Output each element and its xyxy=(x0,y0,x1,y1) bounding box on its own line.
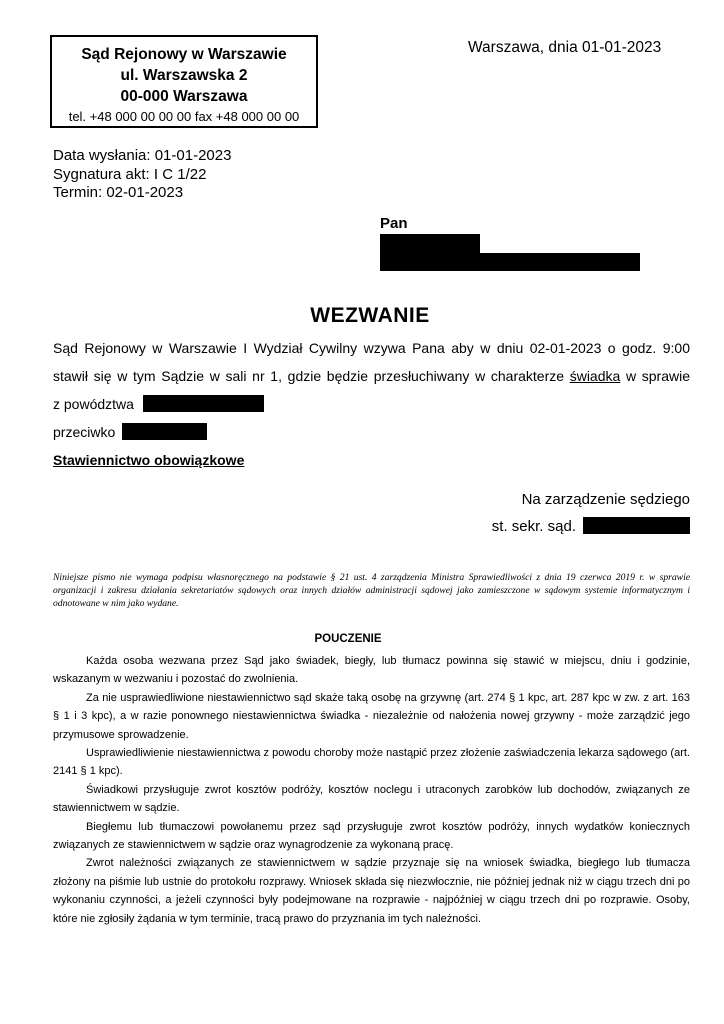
sender-city: 00-000 Warszawa xyxy=(120,88,248,105)
document-title: WEZWANIE xyxy=(310,304,430,327)
document-meta xyxy=(53,147,231,203)
redacted-clerk-signature xyxy=(583,517,690,534)
instruction-paragraph: Biegłemu lub tłumaczowi powołanemu przez sąd przysługuje zwrot kosztów podróży, innych wydatków koniecznych związanych ze stawiennictwem w sądzie oraz wynagrodzenie za wykonaną pracę. xyxy=(53,820,690,852)
clerk-line xyxy=(53,513,690,540)
mandatory-attendance-notice: Stawiennictwo obowiązkowe xyxy=(53,452,245,468)
sender-phone-fax: tel. +48 000 00 00 00 fax +48 000 00 00 xyxy=(68,109,300,124)
instruction-paragraph: Świadkowi przysługuje zwrot kosztów podróży, kosztów noclegu i utraconych zarobków lub dochodów, związanych ze stawiennictwem w sądzie. xyxy=(53,783,690,815)
summons-line-1: Sąd Rejonowy w Warszawie I Wydział Cywilny wzywa Pana aby w dniu 02-01-2023 o godz. 9:00 xyxy=(53,340,690,356)
plaintiff-line xyxy=(53,390,690,418)
redacted-addressee-name xyxy=(380,234,480,253)
instruction-section xyxy=(53,652,690,928)
instruction-paragraph: Usprawiedliwienie niestawiennictwa z powodu choroby może nastąpić przez złożenie zaświadczenia lekarza sądowego (art. 2141 § 1 kpc). xyxy=(53,747,690,778)
place-and-date: Warszawa, dnia 01-01-2023 xyxy=(468,39,662,56)
addressee-block xyxy=(380,215,640,271)
witness-underlined-word: świadka xyxy=(569,368,621,384)
addressee-salutation: Pan xyxy=(380,215,408,232)
plaintiff-label: z powództwa xyxy=(53,396,134,412)
instruction-paragraph: Zwrot należności związanych ze stawiennictwem w sądzie przyznaje się na wniosek świadka, biegłego lub tłumacza złożony na piśmie lub ustnie do protokołu rozprawy. Wniosek składa się niezwłocznie, nie później jednak niż w ciągu trzech dni po wykonaniu czynności, a jeżeli czynności były podejmowane na rozprawie - najpóźniej w ciągu trzech dni po rozprawie. Osoby, które nie zgłosiły żądania w tym terminie, tracą prawo do przyznania im tych należności. xyxy=(53,857,690,925)
instruction-heading: POUCZENIE xyxy=(314,633,382,645)
instruction-paragraph: Każda osoba wezwana przez Sąd jako świadek, biegły, lub tłumacz powinna się stawić w miejscu, dniu i godzinie, wskazanym w wezwaniu i pozostać do zwolnienia. xyxy=(53,655,690,686)
summons-line-2-post: w sprawie xyxy=(625,368,690,384)
by-order-note: Na zarządzenie sędziego xyxy=(521,491,690,508)
defendant-line xyxy=(53,418,690,446)
defendant-label: przeciwko xyxy=(53,424,116,440)
meta-case-number: Sygnatura akt: I C 1/22 xyxy=(53,165,207,183)
instruction-paragraph: Za nie usprawiedliwione niestawiennictwo sąd skaże taką osobę na grzywnę (art. 274 § 1 kpc, art. 287 kpc w zw. z art. 163 § 1 i 3 kpc), a w razie ponownego niestawiennictwa świadka - niezależnie od nałożenia nowej grzywny - może zarządzić jego przymusowe sprowadzenie. xyxy=(53,691,690,741)
clerk-label: st. sekr. sąd. xyxy=(491,518,576,535)
legal-disclaimer: Niniejsze pismo nie wymaga podpisu własnoręcznego na podstawie § 21 ust. 4 zarządzenia Ministra Sprawiedliwości z dnia 19 czerwca 2019 r. w sprawie organizacji i zakresu działania sekretariatów sądowych oraz innych działów administracji sądowej jako zamieszczone w sądowym systemie informatycznym i odnotowane w nim jako wydane. xyxy=(53,572,690,609)
redacted-addressee-address xyxy=(380,253,640,271)
meta-sent-date: Data wysłania: 01-01-2023 xyxy=(53,147,232,164)
redacted-defendant-name xyxy=(122,423,207,440)
signature-block xyxy=(53,486,690,540)
sender-court-name: Sąd Rejonowy w Warszawie xyxy=(81,46,287,63)
sender-address-box xyxy=(50,35,318,128)
summons-line-2 xyxy=(53,362,690,390)
redacted-plaintiff-name xyxy=(143,395,264,412)
sender-street: ul. Warszawska 2 xyxy=(120,67,248,84)
meta-deadline: Termin: 02-01-2023 xyxy=(53,184,184,201)
summons-body xyxy=(53,334,690,474)
summons-line-2-pre: stawił się w tym Sądzie w sali nr 1, gdzie będzie przesłuchiwany w charakterze xyxy=(53,368,565,384)
